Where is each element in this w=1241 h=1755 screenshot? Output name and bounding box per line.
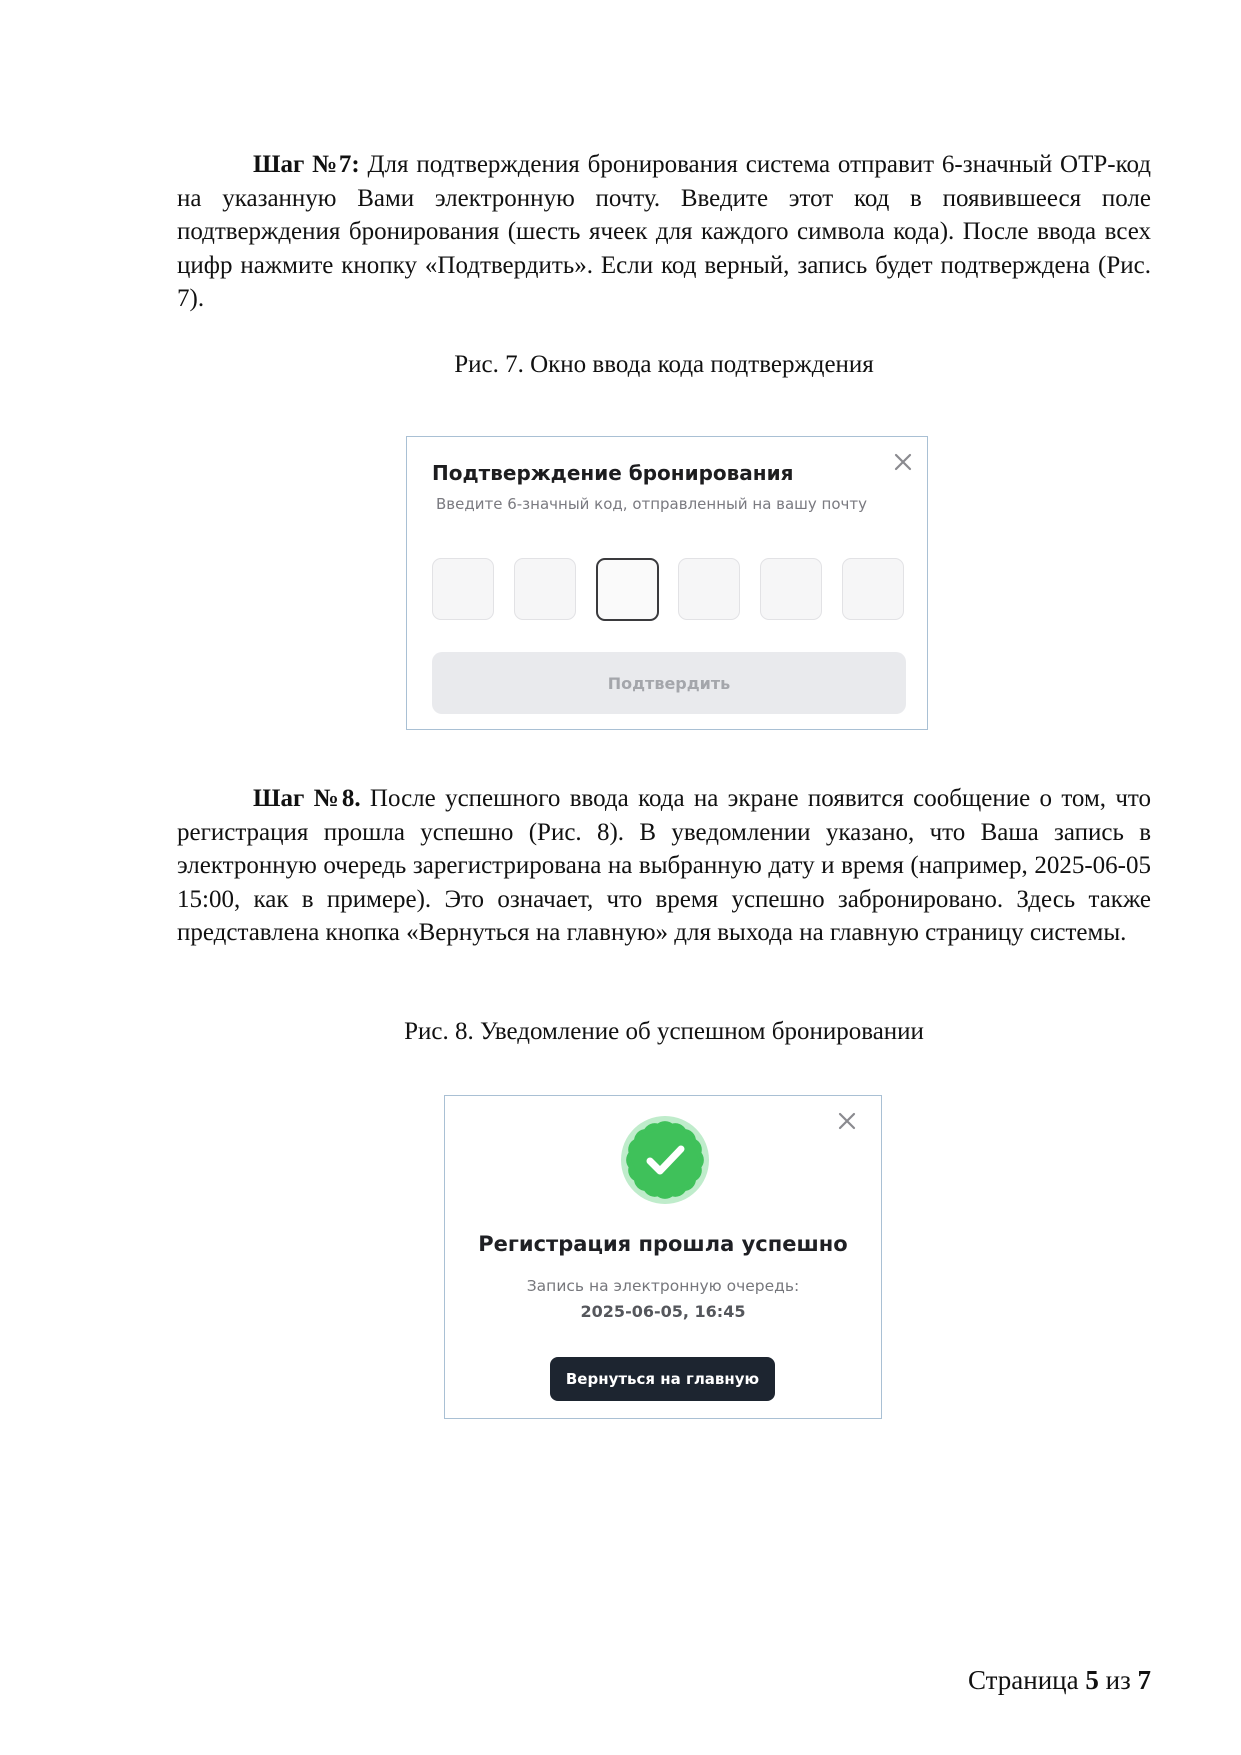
booking-success-dialog bbox=[444, 1095, 882, 1419]
success-check-badge-icon bbox=[613, 1108, 717, 1212]
figure7-caption: Рис. 7. Окно ввода кода подтверждения bbox=[454, 351, 874, 378]
otp-cell-1[interactable] bbox=[432, 558, 494, 620]
step8-label: Шаг №8. bbox=[253, 785, 361, 812]
confirm-button[interactable]: Подтвердить bbox=[432, 652, 906, 714]
dialog-title: Подтверждение бронирования bbox=[432, 461, 794, 485]
otp-cells bbox=[432, 558, 906, 620]
success-title: Регистрация прошла успешно bbox=[478, 1232, 848, 1256]
booking-datetime: 2025-06-05, 16:45 bbox=[580, 1302, 746, 1321]
otp-cell-5[interactable] bbox=[760, 558, 822, 620]
otp-cell-3[interactable] bbox=[596, 558, 659, 621]
otp-cell-4[interactable] bbox=[678, 558, 740, 620]
page-number bbox=[968, 1665, 1151, 1696]
otp-confirmation-dialog bbox=[406, 436, 928, 730]
queue-label: Запись на электронную очередь: bbox=[526, 1277, 800, 1295]
step7-paragraph bbox=[177, 148, 1151, 316]
otp-cell-2[interactable] bbox=[514, 558, 576, 620]
step8-text: После успешного ввода кода на экране появится сообщение о том, что регистрация прошла успешно (Рис. 8). В уведомлении указано, что Ваша запись в электронную очередь зарегистрирована на выбранную дату и время (например, 2025-06-05 15:00, как в примере). Это означает, что время успешно забронировано. Здесь также представлена кнопка «Вернуться на главную» для выхода на главную страницу системы. bbox=[177, 785, 1151, 946]
page-current: 5 bbox=[1085, 1665, 1099, 1695]
close-icon[interactable] bbox=[836, 1110, 858, 1132]
page-prefix: Страница bbox=[968, 1665, 1086, 1695]
figure8-caption: Рис. 8. Уведомление об успешном бронировании bbox=[404, 1018, 924, 1045]
page-middle: из bbox=[1098, 1665, 1138, 1695]
close-icon[interactable] bbox=[892, 451, 914, 473]
step7-text: Для подтверждения бронирования система отправит 6-значный OTP-код на указанную Вами электронную почту. Введите этот код в появившееся поле подтверждения бронирования (шесть ячеек для каждого символа кода). После ввода всех цифр нажмите кнопку «Подтвердить». Если код верный, запись будет подтверждена (Рис. 7). bbox=[177, 151, 1151, 312]
page-total: 7 bbox=[1137, 1665, 1151, 1695]
otp-cell-6[interactable] bbox=[842, 558, 904, 620]
back-to-home-button[interactable]: Вернуться на главную bbox=[550, 1357, 775, 1401]
step7-label: Шаг №7: bbox=[253, 151, 360, 178]
dialog-subtitle: Введите 6-значный код, отправленный на вашу почту bbox=[436, 495, 868, 513]
step8-paragraph bbox=[177, 782, 1151, 950]
